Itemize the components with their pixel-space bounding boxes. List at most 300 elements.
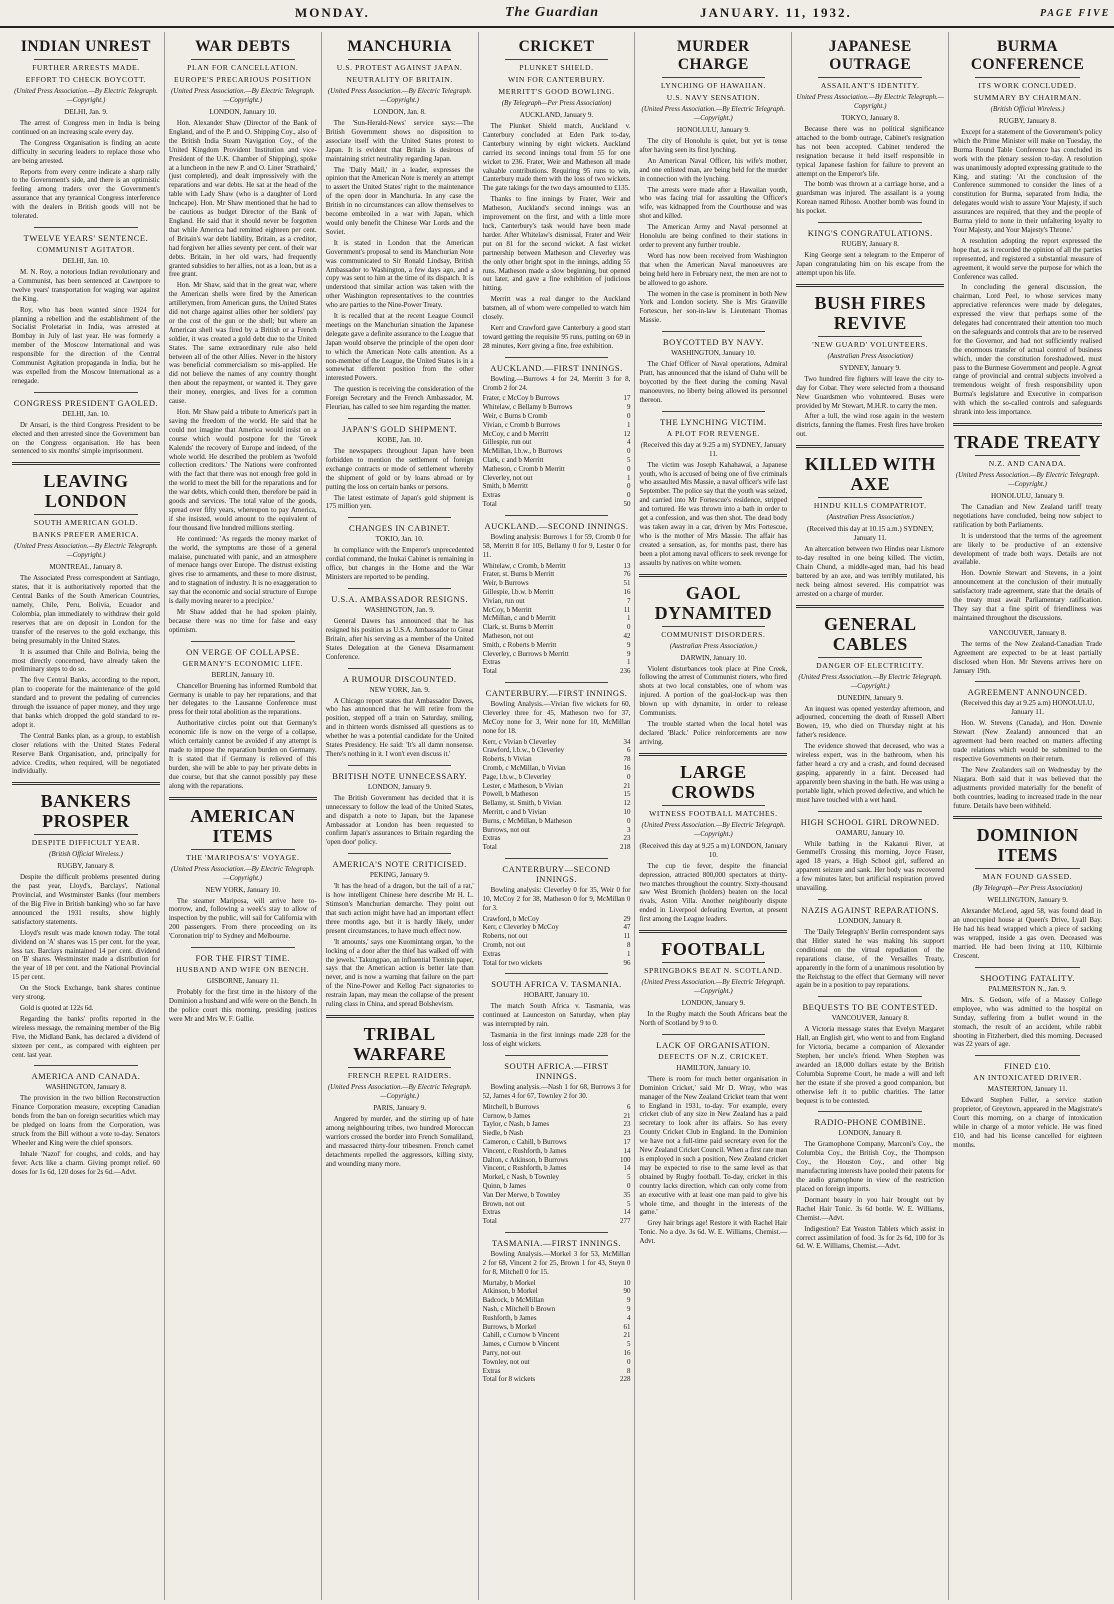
article <box>483 1055 631 1226</box>
score-row <box>483 650 631 659</box>
score-player: McCoy, b Merritt <box>482 605 532 614</box>
wire-credit: (By Telegraph—Per Press Association) <box>501 99 612 107</box>
article-paragraph: The steamer Mariposa, will arrive here to-morrow, and, following a week's stay to allow of inspection by the public, will sail for California with 200 passengers. From there proceeding on its 'Coronation trip' to Sydney and Melbourne. <box>168 896 317 941</box>
dateline: RUGBY, January 8. <box>841 240 899 249</box>
article-paragraph: In compliance with the Emperor's unprecedented cordial command, the Inukai Cabinet is remaining in office, but changes in the Home and the War Ministers are reported to be pending. <box>325 546 474 582</box>
dateline: BERLIN, January 10. <box>211 670 275 679</box>
score-row <box>483 1349 631 1358</box>
score-player: Burrows, not out <box>482 825 530 834</box>
article-paragraph: The Gramophone Company, Marconi's Coy., the Columbia Coy., the British Coy., the Thompson Coy., the Houston Coy., and other big manufacturing interests have pooled their patents for the audio gramophone in view of the restriction placed on foreign imports. <box>796 1140 945 1193</box>
score-runs: 4 <box>626 438 631 447</box>
section-heading: A RUMOUR DISCOUNTED. <box>342 673 457 684</box>
article <box>483 515 631 676</box>
section-heading: ON VERGE OF COLLAPSE. <box>186 646 300 657</box>
section-heading: AGREEMENT ANNOUNCED. <box>967 687 1088 698</box>
dateline: PALMERSTON N., Jan. 9. <box>988 984 1067 993</box>
divider <box>348 588 452 589</box>
article <box>639 574 787 747</box>
score-row <box>483 1103 631 1112</box>
score-player: Morkel, c Nash, b Townley <box>482 1173 559 1182</box>
score-player: Burns, c McMillan, b Matheson <box>482 816 573 825</box>
score-row <box>483 1296 631 1305</box>
article-subhead: MERRITT'S GOOD BOWLING. <box>498 87 615 96</box>
score-row <box>483 1120 631 1129</box>
headline-rule <box>639 574 787 577</box>
article-headline: INDIAN UNREST <box>20 38 151 55</box>
dateline: GISBORNE, January 11. <box>206 977 279 986</box>
score-runs: 47 <box>623 923 631 932</box>
divider <box>662 1034 766 1035</box>
score-row <box>483 1164 631 1173</box>
score-row <box>483 746 631 755</box>
article-paragraph: M. N. Roy, a notorious Indian revolutionary and a Communist, has been sentenced at Cawnpore to twelve years' transportation for waging war against the King. <box>12 267 160 303</box>
article-paragraph: Tasmania in the first innings made 228 for the loss of eight wickets. <box>482 1031 631 1049</box>
article-headline: LARGE CROWDS <box>671 761 756 802</box>
score-runs: 5 <box>626 1340 631 1349</box>
article-subhead: N.Z. AND CANADA. <box>988 459 1067 468</box>
score-row <box>483 923 631 932</box>
article-paragraph: Bowling analysis: Cleverley 0 for 35, Weir 0 for 10, McCoy 2 for 38, Matheson 0 for 9, McMillan 0 for 3. <box>482 885 631 912</box>
masthead-day: MONDAY. <box>295 5 370 20</box>
score-player: Matheson, c Cromb b Merritt <box>482 464 565 473</box>
article-headline: GAOL DYNAMITED <box>654 582 773 623</box>
section-heading: LACK OF ORGANISATION. <box>656 1039 771 1050</box>
article-subhead: MAN FOUND GASSED. <box>982 872 1073 882</box>
article-subhead: A PLOT FOR REVENGE. <box>666 428 760 438</box>
article <box>796 38 944 216</box>
score-runs: 23 <box>623 1120 631 1129</box>
score-player: Burrows, b Morkel <box>482 1322 537 1331</box>
score-runs: 14 <box>623 1146 631 1155</box>
section-heading: BOYCOTTED BY NAVY. <box>663 337 764 348</box>
article-paragraph: Inhale 'Nazol' for coughs, and colds, and hay fever. Acts like a charm. Giving prompt relief. 60 doses for 1s 6d, 120 doses for 2s 6d.—Advt. <box>12 1149 160 1176</box>
article-subhead: WIN FOR CANTERBURY. <box>507 75 606 84</box>
score-player: Frater, c McCoy b Burrows <box>482 394 560 403</box>
divider <box>348 59 452 60</box>
score-row <box>483 1375 631 1384</box>
article-paragraph: Hon. Alexander Shaw (Director of the Bank of England, and of the P. and O. Shipping Coy., also of the British India Steam Navigation Coy., of the United Kingdom Provident Institution and vice-President of the U.K. Chamber of Shipping), spoke at a luncheon in the new P. and O. Liner 'Strathaird,' (just completed), and dealt impressively with the reparations and war debts. He sat at the head of the table with Lady Shaw (who is a daughter of Lord Inchcape). Hon. Mr Shaw mentioned that he had to be cautious as budget Director of the Bank of England. He said that it should never be forgotten that while America had remitted eighteen per cent. of Britain's war debt liability, Britain, as a creditor, had forgiven her allies seventy per cent. of their war debts. Britain, in her old wars, had frequently granted subsidies to her allies, not as a loan, but as a free grant. <box>168 119 317 279</box>
article-paragraph: An inquest was opened yesterday afternoon, and adjourned, concerning the death of Russell Albert Bowen, 19, who died on Thursday night at his father's residence. <box>796 704 945 740</box>
wire-credit: (United Press Association.—By Electric Telegraph.—Copyright.) <box>641 978 786 996</box>
wire-credit: (United Press Association.—By Electric Telegraph.—Copyright.) <box>798 672 943 690</box>
wire-credit: (Australian Press Association) <box>827 351 913 360</box>
article-paragraph: 'It amounts,' says one Kuomintang organ, 'to the locking of a door after the thief has walked off with the jewels.' Takungpao, an influential Tientsin paper, says that the American action is better late than never, and is now a warning that failure on the part of the Nine-Power and Kellog Pact signatories to restrain Japan, may mean the collapse of the present ruling class in China, and spread Bolshevism. <box>325 937 474 1009</box>
article-headline: MANCHURIA <box>347 38 452 55</box>
article-paragraph: The five Central Banks, according to the report, plan to cooperate for the maintenance of the gold standard and to prevent the pedaling of currencies through the issuance of paper money, and they urge that banks which dropped the gold standard to re-adopt it. <box>12 676 160 729</box>
article <box>796 445 944 598</box>
score-row <box>483 614 631 623</box>
score-player: Van Der Merwe, b Townley <box>482 1190 561 1199</box>
article <box>12 392 160 457</box>
article-subhead: FURTHER ARRESTS MADE. <box>32 63 140 72</box>
score-row <box>483 959 631 968</box>
score-row <box>483 782 631 791</box>
score-runs: 76 <box>623 570 631 579</box>
section-heading: BRITISH NOTE UNNECESSARY. <box>332 770 468 781</box>
article-paragraph: It is understood that the terms of the agreement are likely to be productive of an extensive development of trade both ways. Details are not available. <box>953 531 1102 567</box>
article-headline: AMERICAN ITEMS <box>190 805 296 846</box>
divider <box>505 858 609 859</box>
score-runs: 29 <box>623 914 631 923</box>
article-subhead: COMMUNIST AGITATOR. <box>36 244 136 254</box>
article-paragraph: Regarding the banks' profits reported in the wireless message, the remaining member of the Big Five, the Midland Bank, has declared a dividend of sixteen per cent., as compared with eighteen per cent. last year. <box>12 1014 160 1059</box>
article-headline: LEAVING LONDON <box>43 471 129 512</box>
article-subhead: AN INTOXICATED DRIVER. <box>973 1073 1082 1083</box>
score-player: Weir, c Burns b Cromb <box>482 412 548 421</box>
article-paragraph: The question is receiving the consideration of the Foreign Secretary and the French Ambassador, M. Fleuriau, has called to see him regarding the matter. <box>325 385 474 412</box>
score-row <box>483 799 631 808</box>
score-runs: 16 <box>623 763 631 772</box>
article <box>639 1034 787 1246</box>
wire-credit: (United Press Association.—By Electric Telegraph.—Copyright.) <box>327 87 472 104</box>
score-row <box>483 1156 631 1165</box>
article-paragraph: Bowling.—Burrows 4 for 24, Merritt 3 for 8, Cromb 2 for 24. <box>482 374 631 392</box>
article-paragraph: Bowling analysis.—Nash 1 for 68, Burrows 3 for 52, James 4 for 67, Townley 2 for 30. <box>482 1082 631 1100</box>
article <box>326 765 474 847</box>
score-row <box>483 1182 631 1191</box>
article-subhead: SUMMARY BY CHAIRMAN. <box>973 93 1082 102</box>
score-runs: 78 <box>623 755 631 764</box>
score-row <box>483 790 631 799</box>
article <box>326 853 474 1009</box>
article-paragraph: It is assumed that Chile and Bolivia, being the most directly concerned, have already taken the preliminary steps to do so. <box>12 647 160 674</box>
article-subhead: U.S. PROTEST AGAINST JAPAN. <box>336 63 463 72</box>
score-player: Page, l.b.w., b Cleverley <box>482 772 551 781</box>
dateline: DELHI, Jan. 9. <box>64 108 108 116</box>
score-runs: 16 <box>623 587 631 596</box>
wire-credit: (British Official Wireless.) <box>990 105 1065 113</box>
column-7 <box>949 32 1106 1600</box>
divider <box>348 418 452 419</box>
divider <box>975 77 1079 78</box>
score-row <box>483 465 631 474</box>
article-paragraph: Merritt was a real danger to the Auckland batsmen, all of whom were compelled to watch him closely. <box>482 295 631 322</box>
dateline: MONTREAL, January 8. <box>49 563 123 572</box>
score-row <box>483 1367 631 1376</box>
article-paragraph: 'It has the head of a dragon, but the tail of a rat,' is how intelligent Chinese here describe Mr H. L. Stimson's Manchurian demarche. They point out that such action might have had an important effect three months ago, but it is hardly likely, under present circumstances, to have much effect now. <box>325 882 474 935</box>
article <box>953 681 1102 810</box>
dateline: LONDON, January 9. <box>367 782 432 791</box>
article <box>326 517 474 582</box>
score-row <box>483 817 631 826</box>
score-row <box>483 394 631 403</box>
headline-rule <box>12 462 160 465</box>
article-paragraph: Two hundred fire fighters will leave the city to-day for Cobar. They were selected from a thousand New Guardsmen who volunteered. Buses were provided by Mr Stewart, M.H.R. to carry the men. <box>796 374 945 410</box>
article-paragraph: An altercation between two Hindus near Lismore to-day resulted in one being killed. The victim, Chain Chund, a middle-aged man, had his head battered by an axe, and was terribly mutilated, his neck being almost severed. His compatriot was arrested on a charge of murder. <box>796 545 945 598</box>
dateline: HONOLULU, January 9. <box>991 492 1065 500</box>
divider <box>975 455 1079 456</box>
article-paragraph: The evidence showed that deceased, who was a wireless expert, was in the bathroom, when his father heard a cry and a crash, and found deceased gasping, apparently in a faint. Deceased had apparently been shaving in the bath. He was using a portable light, which proved defective, and which he must have touched with a wet hand. <box>796 742 945 804</box>
score-runs: 34 <box>623 737 631 746</box>
divider <box>818 811 922 812</box>
section-heading: TASMANIA.—FIRST INNINGS. <box>492 1237 621 1248</box>
score-row <box>483 1279 631 1288</box>
score-player: Bellamy, st. Smith, b Vivian <box>482 799 562 808</box>
dateline: HOBART, January 10. <box>523 991 590 1000</box>
article <box>639 411 787 568</box>
score-player: Whitelaw, c Bellamy b Burrows <box>482 403 573 412</box>
score-runs: 9 <box>626 1296 631 1305</box>
article-subhead: EFFORT TO CHECK BOYCOTT. <box>25 75 147 84</box>
article-headline: DOMINION ITEMS <box>976 825 1079 866</box>
score-player: Total for 8 wickets <box>482 1375 536 1384</box>
wire-credit: (United Press Association.—By Electric Telegraph.—Copyright.) <box>327 1082 472 1100</box>
score-player: Extras <box>482 491 501 500</box>
score-runs: 16 <box>623 1348 631 1357</box>
article <box>12 227 160 386</box>
score-runs: 12 <box>623 799 631 808</box>
divider <box>818 222 922 223</box>
score-row <box>483 941 631 950</box>
score-row <box>483 500 631 509</box>
dateline: OAMARU, January 10. <box>835 828 905 837</box>
section-heading: HIGH SCHOOL GIRL DROWNED. <box>800 816 940 827</box>
article-subhead: THE 'MARIPOSA'S' VOYAGE. <box>186 852 300 862</box>
score-player: Clark, st. Burns b Merritt <box>482 623 554 632</box>
section-heading: RADIO-PHONE COMBINE. <box>814 1117 926 1128</box>
score-runs: 9 <box>626 1305 631 1313</box>
article-paragraph: The Congress Organisation is finding an acute difficulty in securing leaders to replace those who are being arrested. <box>12 138 160 165</box>
article <box>796 222 944 278</box>
article-paragraph: Dr Ansari, is the third Congress President to be elected and then arrested since the Government ban on the Congress organisation. He has been sentenced to six months' simple imprisonment. <box>12 420 160 456</box>
article <box>483 38 631 351</box>
divider <box>818 899 922 900</box>
article-paragraph: The 'Daily Telegraph's' Berlin correspondent says that Hitler stated he was making his support conditional on the virtual repudiation of the reparations clause, of the Versailles Treaty, apparently in the form of a unanimous resolution by the Reichstag to the effect that Germany will never again be in a position to pay reparations. <box>796 927 945 990</box>
article <box>483 973 631 1049</box>
column-6 <box>792 32 949 1600</box>
article-paragraph: The match South Africa v. Tasmania, was continued at Launceston on Saturday, when play was interrupted by rain. <box>482 1002 631 1029</box>
article <box>326 38 474 412</box>
article-paragraph: A resolution adopting the report expressed the hope that, as it recorded the opinion of all the parties represented, and registered a substantial measure of agreement, it would serve the purpose for which the Conference was called. <box>953 236 1102 281</box>
divider <box>662 411 766 412</box>
score-runs: 11 <box>623 605 631 614</box>
score-row <box>483 915 631 924</box>
article-paragraph: While bathing in the Kakanui River, at Gemmell's Crossing this morning, Joyce Fraser, aged 18 years, a High School girl, suffered an apparent seizure and sank. Her body was recovered a few minutes later, but artificial respiration proved unavailing. <box>796 839 945 893</box>
score-runs: 0 <box>626 482 631 491</box>
score-player: Vincent, c Rushforth, b James <box>482 1164 567 1173</box>
score-runs: 0 <box>626 491 631 500</box>
article <box>796 1111 944 1251</box>
article-paragraph: He continued: 'As regards the money market of the world, the symptoms are those of a general malaise, punctuated with panic, and an atmosphere of menace hangs over Europe. The distrust existing gives rise to armaments, and these to more distrust, and to stagnation of industry. It is no exaggeration to say that the economic and social structure of Europe is daily moving nearer to a precipice.' <box>168 534 317 606</box>
score-row <box>483 932 631 941</box>
article-paragraph: Hon. Mr Shaw paid a tribute to America's part in saving the freedom of the world. He said that he could not imagine that America would insist on a course which would postpone for the 'Greek Kalends' the recovery of Europe and indeed, of the whole world. He described the problem as 'twofold collection creditors.' The Nations were confronted with the fact that there was not enough free gold in the world to meet the bill for the reparations and for the war debts, which could then, therefore be paid in goods and services. The total value of the goods, spread over fifty years, whereupon to pay America, if she insisted, would amount to the equivalent of four thousand five hundred millions sterling. <box>168 408 317 532</box>
headline-rule <box>953 423 1102 426</box>
article-paragraph: Indigestion? Eat Yeaston Tablets which assist in correct assimilation of food. 3s for 2s 6d, 100 for 3s 6d. W. E. Williams, Chemist.—Advt. <box>796 1224 945 1251</box>
article-subhead: BANKS PREFER AMERICA. <box>32 530 140 540</box>
score-runs: 0 <box>626 447 631 456</box>
score-row <box>483 430 631 439</box>
score-player: Lester, c Matheson, b Vivian <box>482 781 564 790</box>
score-player: Extras <box>482 1366 501 1375</box>
dateline: WASHINGTON, Jan. 9. <box>364 605 435 614</box>
article <box>483 357 631 509</box>
score-player: Total <box>482 1217 497 1226</box>
article-paragraph: The Plunket Shield match, Auckland v. Canterbury concluded at Eden Park to-day, Canterbury winning by eight wickets. Auckland carried its second innings total from 55 for one wicket to 236. Frater, Weir and Matheson all made valuable contributions. Requiring 95 runs to win, Canterbury made them with the loss of two wickets. The gate takings for the two days amounted to £135. <box>482 122 631 193</box>
wire-credit: (Australian Press Association.) <box>669 641 758 650</box>
dateline: WASHINGTON, January 10. <box>671 349 756 358</box>
article-paragraph: It is recalled that at the recent League Council meetings on the Manchurian situation the Japanese delegate gave a definite assurance to the League that Japan would observe the principle of the open door to which the American Note calls attention. As a non-member of the League, the United States is in a somewhat different position from the other interested Powers. <box>325 312 474 383</box>
score-row <box>483 632 631 641</box>
score-player: Vincent, c Rushforth, b James <box>482 1146 567 1155</box>
article-paragraph: Roy, who has been wanted since 1924 for planning a rebellion and the establishment of the Socialist Proletariat in India, was arrested at Bombay in July of last year. He was formerly a member of the Moscow International and was responsible for the direction of the Central Communist Agitation propaganda in India, but he was expelled from the Moscow International as a renegade. <box>12 305 160 385</box>
article-headline: BUSH FIRES REVIVE <box>814 292 926 333</box>
score-player: Total <box>482 667 497 676</box>
article <box>953 38 1102 417</box>
dateline: DELHI, Jan. 10. <box>62 409 110 418</box>
score-player: Cahill, c Curnow b Vincent <box>482 1331 560 1340</box>
article-subhead: HUSBAND AND WIFE ON BENCH. <box>176 965 310 975</box>
article-paragraph: After a lull, the wind rose again in the western districts, fanning the flames. Fresh fires have broken out. <box>796 412 945 439</box>
divider <box>348 517 452 518</box>
score-runs: 50 <box>623 500 631 509</box>
article-paragraph: Mrs. S. Gedson, wife of a Massey College employee, who was admitted to the hospital on Sunday, suffering from a bullet wound in the stomach, the result of an accident, while rabbit shooting in Fitzherbert, died this morning. Deceased was 22 years of age. <box>953 995 1102 1049</box>
article <box>326 668 474 759</box>
article-paragraph: The terms of the New Zealand-Canadian Trade Agreement are expected to be at least partially disclosed when Hon. Mr Stevens arrives here on January 19th. <box>953 639 1102 675</box>
score-player: Smith, b Merritt <box>482 482 528 491</box>
divider <box>975 681 1079 682</box>
article-paragraph: Hon. W. Stevens (Canada), and Hon. Downie Stewart (New Zealand) announced that an agreement had been reached on matters affecting trade relations which would be submitted to the respective Governments on their return. <box>953 719 1102 764</box>
divider <box>191 59 295 60</box>
score-row <box>483 1129 631 1138</box>
score-player: Parry, not out <box>482 1348 521 1357</box>
score-player: McCoy, c and b Merritt <box>482 429 549 438</box>
article-paragraph: The trouble started when the local hotel was declared 'Black.' Police reinforcements are now arriving. <box>639 719 788 746</box>
score-runs: 1 <box>626 949 631 958</box>
score-runs: 0 <box>626 623 631 632</box>
article-subhead: FRENCH REPEL RAIDERS. <box>347 1070 452 1080</box>
article-headline: BURMA CONFERENCE <box>970 38 1085 73</box>
article-paragraph: An American Naval Officer, his wife's mother, and one enlisted man, are being held for the murder in connection with the lynching. <box>639 156 788 183</box>
score-runs: 0 <box>626 464 631 473</box>
score-row <box>483 570 631 579</box>
article-paragraph: Grey hair brings age! Restore it with Rachel Hair Tonic. No a dye. 3s 6d. W. E. Williams, Chemist.—Advt. <box>639 1219 788 1246</box>
score-player: Extras <box>482 1208 501 1217</box>
dateline: RUGBY, January 8. <box>998 117 1057 125</box>
article-paragraph: Probably for the first time in the history of the Dominion a husband and wife were on the Bench. In the police court this morning, presiding justices were Mr and Mrs W. F. Gallie. <box>168 988 317 1023</box>
article <box>639 753 787 924</box>
article-paragraph: Alexander McLeod, aged 58, was found dead in an unoccupied house at Queen's Drive, Lyall Bay. He had his head wrapped which a piece of sacking was wrapped, inside a gas oven. Deceased was married. He had been living at 110, Kilbirnie Crescent. <box>953 907 1102 960</box>
article <box>796 605 944 805</box>
score-player: Mitchell, b Burrows <box>482 1102 540 1111</box>
article-paragraph: Bowling analysis: Burrows 1 for 59, Cromb 0 for 58, Merritt 8 for 105, Bellamy 0 for 9, Lester 0 for 11. <box>482 532 631 559</box>
divider <box>662 805 766 806</box>
score-row <box>483 667 631 676</box>
dateline: HONOLULU, January 9. <box>676 126 750 134</box>
dateline: SYDNEY, January 9. <box>839 363 901 372</box>
score-player: Badcock, b McMillan <box>482 1296 544 1305</box>
headline-rule <box>796 284 944 287</box>
divider <box>662 962 766 963</box>
score-row <box>483 1208 631 1217</box>
column-2 <box>165 32 322 1600</box>
score-player: Vivian, run out <box>482 596 525 605</box>
article-subhead: NEUTRALITY OF BRITAIN. <box>346 75 453 84</box>
section-heading: SHOOTING FATALITY. <box>980 972 1076 983</box>
score-runs: 0 <box>626 772 631 781</box>
article-paragraph: The women in the case is prominent in both New York and London society. She is Mrs Granville Fortescue, her son-in-law is Lieutenant Thomas Massie. <box>639 289 788 325</box>
masthead-title: The Guardian <box>505 5 600 20</box>
score-runs: 5 <box>626 1173 631 1182</box>
dateline: DELHI, Jan. 10. <box>62 256 110 265</box>
article-paragraph: Dormant beauty in you hair brought out by Rachel Hair Tonic. 3s 6d bottle. W. E. Williams, Chemist.—Advt. <box>796 1195 945 1222</box>
score-runs: 15 <box>623 790 631 799</box>
score-row <box>483 1191 631 1200</box>
article <box>796 284 944 439</box>
divider <box>505 357 609 358</box>
divider <box>34 514 138 515</box>
article-paragraph: Gold is quoted at 122s 6d. <box>20 1004 94 1012</box>
dateline: LONDON, Jan. 8. <box>373 108 426 116</box>
article-paragraph: Authoritative circles point out that Germany's economic life is now on the verge of a collapse, which certainly cannot be avoided if any attempt is made to impose the reparation burden on Germany. It is stated that if Germany is relieved of this burden, she will be able to pay her private debts in due course, but that she cannot possibly pay these along with the reparations. <box>168 719 317 790</box>
dateline: KOBE, Jan. 10. <box>376 436 423 444</box>
score-player: Gillespie, run out <box>482 438 532 447</box>
article <box>169 641 317 791</box>
dateline: MASTERTON, January 11. <box>987 1085 1068 1094</box>
score-player: Cleverley, not out <box>482 473 533 482</box>
score-player: Total <box>482 843 497 852</box>
dateline: (Received this day at 10.15 a.m.) SYDNEY, January 11. <box>806 525 934 543</box>
column-1 <box>8 32 165 1600</box>
score-runs: 228 <box>619 1375 631 1384</box>
section-heading: CANTERBURY—SECOND INNINGS. <box>502 863 611 884</box>
article-paragraph: King George sent a telegram to the Emperor of Japan congratulating him on his escape from the attempt upon his life. <box>796 251 945 277</box>
score-player: Cameron, c Cahill, b Burrows <box>482 1137 567 1146</box>
article-paragraph: Lloyd's result was made known today. The total dividend on 'A' shares was 15 per cent. for the year, less tax. Barclays maintained 14 per cent. dividend on 'B' shares. Westminster made a distribution for the year of 18 per cent. and the National Provincial 15 per cent. <box>12 928 160 982</box>
article-subhead: PLAN FOR CANCELLATION. <box>187 63 299 72</box>
dateline: PEKING, January 9. <box>369 871 430 880</box>
divider <box>818 1111 922 1112</box>
article-paragraph: Bowling Analysis.—Morkel 3 for 53, McMillan 2 for 68, Vincent 2 for 25, Brown 1 for 43, Steyn 0 for 8, Mitchell 0 for 15. <box>482 1249 631 1276</box>
article-paragraph: The Chief Officer of Naval operations, Admiral Pratt, has announced that the island of Oahu will be boycotted by the fleet during the coming Naval manoeuvres, no liberty being allowed its personnel thereon. <box>639 360 788 404</box>
score-row <box>483 1147 631 1156</box>
article <box>796 899 944 990</box>
score-player: Roberts, not out <box>482 932 528 941</box>
article-paragraph: A Chicago report states that Ambassador Dawes, who has announced that he will retire from the position, stepped off a train on Saturday, smiling, and in thirteen words dismissed all questions as to whether he was a potential candidate for the United States Presidency. He said: 'It's all damn nonsense. There's nothing in it. I won't even discuss it.' <box>325 696 474 758</box>
score-runs: 8 <box>626 1366 631 1375</box>
article-paragraph: The 'Sun-Herald-News' service says:—The British Government shows no disposition to associate itself with the United States protest to Japan. It is evident that Britain is desirous of maintaining strict neutrality regarding Japan. <box>325 119 474 163</box>
section-heading: U.S.A. AMBASSADOR RESIGNS. <box>331 593 469 604</box>
score-row <box>483 1112 631 1121</box>
article-headline: TRIBAL WARFARE <box>353 1023 447 1064</box>
article-headline: JAPANESE OUTRAGE <box>828 38 912 73</box>
article <box>639 930 787 1028</box>
score-runs: 35 <box>623 1190 631 1199</box>
score-runs: 100 <box>619 1155 631 1164</box>
score-player: Roberts, b Vivian <box>482 755 532 764</box>
score-player: Kerr, c Cleverley b McCoy <box>482 923 559 932</box>
divider <box>505 1232 609 1233</box>
headline-rule <box>796 605 944 608</box>
article-paragraph: The latest estimate of Japan's gold shipment is 175 million yen. <box>325 493 474 511</box>
article-paragraph: Angered by murder, and the stirring up of hate among neighbouring tribes, two hundred Moroccan warriors crossed the border into French Somaliland, and massacred thirty-four tribesmen. French camel detachments repelled the aggressors, killing sixty, and wounding many more. <box>325 1114 474 1168</box>
headline-rule <box>796 445 944 448</box>
article-paragraph: A Victoria message states that Evelyn Margaret Hall, an English girl, who went to and from England for Victoria, became a companion of Alexander Stephen, her uncle's friend. When Stephen was awarded an 18,000 dollars estate by the British Columbia Supreme Court, he made a will and left her the estate if she proved a good companion, but otherwise left it to public charities. The latter bequest is to be contested. <box>796 1025 945 1105</box>
dateline: DARWIN, January 10. <box>680 653 747 662</box>
wire-credit: (United Press Association.—By Electric Telegraph.—Copyright.) <box>170 87 315 104</box>
article-subhead: LYNCHING OF HAWAIIAN. <box>660 81 766 90</box>
dateline: VANCOUVER, January 8. <box>831 1014 909 1023</box>
score-runs: 3 <box>626 825 631 834</box>
article <box>12 782 160 1059</box>
section-heading: SOUTH AFRICA V. TASMANIA. <box>491 979 622 990</box>
score-row <box>483 1314 631 1323</box>
score-player: Kerr, c Vivian b Cleverley <box>482 737 557 746</box>
score-runs: 6 <box>626 746 631 755</box>
article-paragraph: The bomb was thrown at a carriage horse, and a guardsman was injured. The assailant is a young Korean named Rihoso. Another bomb was found in his pocket. <box>796 180 945 216</box>
dateline: VANCOUVER, January 8. <box>988 628 1067 637</box>
dateline: WASHINGTON, January 8. <box>45 1083 127 1092</box>
score-runs: 6 <box>626 1102 631 1111</box>
